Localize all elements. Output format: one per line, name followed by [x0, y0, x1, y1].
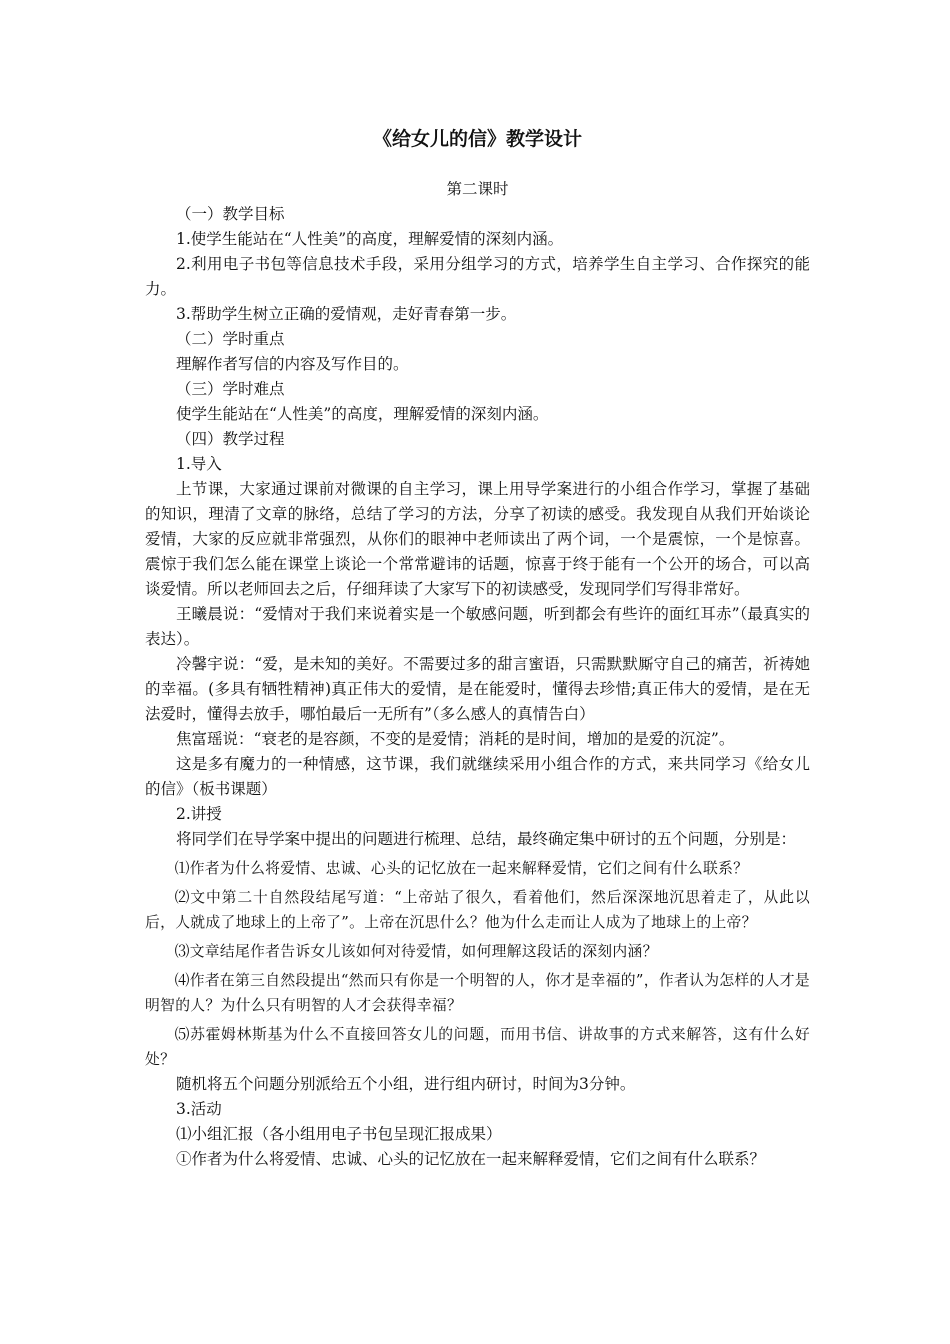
objective-item: 1.使学生能站在“人性美”的高度，理解爱情的深刻内涵。 — [176, 230, 564, 248]
objective-item: 2.利用电子书包等信息技术手段，采用分组学习的方式，培养学生自主学习、合作探究的能力。 — [145, 255, 810, 298]
step-heading-lecture: 2.讲授 — [176, 805, 222, 823]
transition-paragraph: 这是多有魔力的一种情感，这节课，我们就继续采用小组合作的方式，来共同学习《给女儿的信》（板书课题） — [145, 755, 810, 798]
lecture-paragraph: 将同学们在导学案中提出的问题进行梳理、总结，最终确定集中研讨的五个问题，分别是： — [176, 830, 797, 848]
student-quote: 冷馨宇说：“爱，是未知的美好。不需要过多的甜言蜜语，只需默默厮守自己的痛苦，祈祷她的幸福。(多具有牺牲精神)真正伟大的爱情，是在能爱时，懂得去珍惜;真正伟大的爱情，是在无法爱时，懂得去放手，哪怕最后一无所有”（多么感人的真情告白） — [145, 655, 810, 723]
section-heading-difficulties: （三）学时难点 — [176, 380, 285, 398]
key-point-text: 理解作者写信的内容及写作目的。 — [176, 355, 409, 373]
question-item: ⑴作者为什么将爱情、忠诚、心头的记忆放在一起来解释爱情，它们之间有什么联系？ — [174, 860, 749, 877]
objective-item: 3.帮助学生树立正确的爱情观，走好青春第一步。 — [176, 305, 517, 323]
student-quote: 焦富瑶说：“衰老的是容颜，不变的是爱情；消耗的是时间，增加的是爱的沉淀”。 — [176, 730, 735, 748]
question-item: ⑵文中第二十自然段结尾写道：“上帝站了很久，看着他们，然后深深地沉思着走了，从此以后，人就成了地球上的上帝了”。上帝在沉思什么？他为什么走而让人成为了地球上的上帝？ — [145, 889, 810, 931]
question-item: ⑸苏霍姆林斯基为什么不直接回答女儿的问题，而用书信、讲故事的方式来解答，这有什么好处？ — [145, 1026, 810, 1068]
assignment-paragraph: 随机将五个问题分别派给五个小组，进行组内研讨，时间为3分钟。 — [176, 1075, 636, 1093]
difficulty-text: 使学生能站在“人性美”的高度，理解爱情的深刻内涵。 — [176, 405, 549, 423]
lesson-subtitle: 第二课时 — [446, 180, 509, 198]
activity-subheading: ⑴小组汇报（各小组用电子书包呈现汇报成果） — [176, 1125, 502, 1143]
question-item: ⑶文章结尾作者告诉女儿该如何对待爱情，如何理解这段话的深刻内涵？ — [174, 943, 658, 960]
document-title: 《给女儿的信》教学设计 — [372, 128, 582, 150]
section-heading-objectives: （一）教学目标 — [176, 205, 285, 223]
activity-question: ①作者为什么将爱情、忠诚、心头的记忆放在一起来解释爱情，它们之间有什么联系？ — [176, 1150, 766, 1168]
section-heading-process: （四）教学过程 — [176, 430, 285, 448]
document-body — [145, 126, 810, 1172]
intro-paragraph: 上节课，大家通过课前对微课的自主学习，课上用导学案进行的小组合作学习，掌握了基础的知识，理清了文章的脉络，总结了学习的方法，分享了初读的感受。我发现自从我们开始谈论爱情，大家的反应就非常强烈，从你们的眼神中老师读出了两个词，一个是震惊，一个是惊喜。震惊于我们怎么能在课堂上谈论一个常常避讳的话题，惊喜于终于能有一个公开的场合，可以高谈爱情。所以老师回去之后，仔细拜读了大家写下的初读感受，发现同学们写得非常好。 — [145, 480, 810, 598]
student-quote: 王曦晨说：“爱情对于我们来说着实是一个敏感问题，听到都会有些许的面红耳赤”（最真实的表达）。 — [145, 605, 810, 648]
question-item: ⑷作者在第三自然段提出“然而只有你是一个明智的人，你才是幸福的”，作者认为怎样的人才是明智的人？为什么只有明智的人才会获得幸福？ — [145, 972, 810, 1014]
section-heading-key-points: （二）学时重点 — [176, 330, 285, 348]
step-heading-intro: 1.导入 — [176, 455, 222, 473]
step-heading-activity: 3.活动 — [176, 1100, 222, 1118]
